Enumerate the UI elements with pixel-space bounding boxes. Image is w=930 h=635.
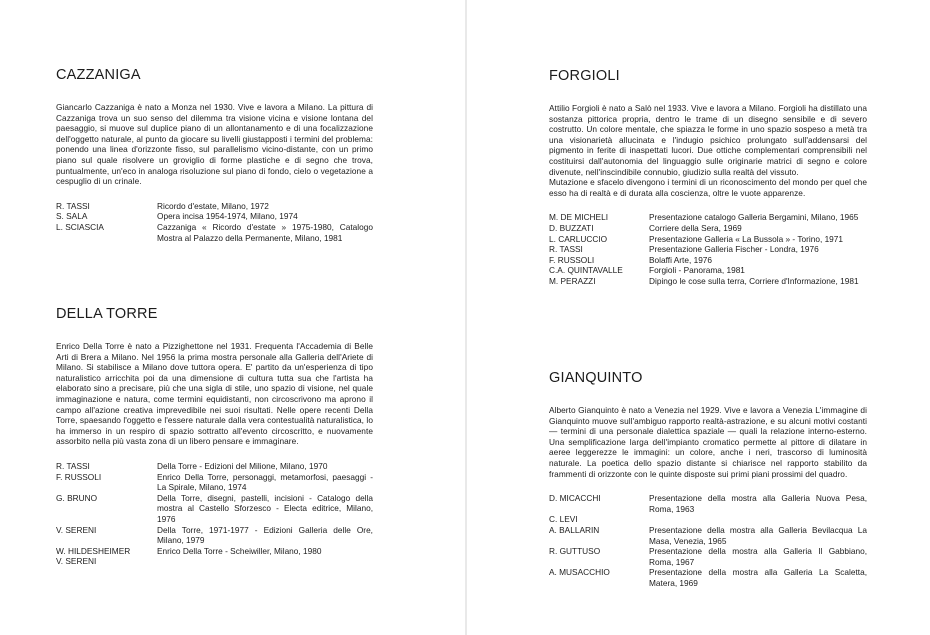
section-heading: CAZZANIGA [56, 67, 141, 83]
bio-paragraph: Mutazione e sfacelo divengono i termini di un riconoscimento del mondo per quel che esso ha di realtà e di durata alla coscienza, oltre le vuote apparenze. [549, 177, 867, 198]
reference-author: R. GUTTUSO [549, 546, 601, 557]
reference-title: Presentazione Galleria Fischer - Londra, 1976 [649, 244, 819, 255]
references-list [56, 201, 373, 243]
reference-author: M. PERAZZI [549, 275, 596, 286]
references-list [549, 212, 867, 286]
reference-title: Presentazione Galleria « La Bussola » - Torino, 1971 [649, 233, 844, 244]
reference-author: R. TASSI [56, 460, 90, 471]
reference-author: C.A. QUINTAVALLE [549, 265, 623, 276]
reference-title: Bolaffi Arte, 1976 [649, 254, 713, 265]
bio-paragraph: Enrico Della Torre è nato a Pizzighettone nel 1931. Frequenta l'Accademia di Belle Arti di Brera a Milano. Nel 1956 la prima mostra personale alla Galleria dell'Ariete di Milano. Si stabilisce a Milano dove tuttora opera. E' partito da un'esperienza di tipo naturalistico arricchita poi da una dimensione di cultura tutta sua che l'artista ha elaborato sino a precisare, più che una sigla di stile, uno spazio di visione, nel quale immaginazione e natura, come termini equidistanti, non circoscrivono ma aprono il campo all'azione creativa imprevedibile nei suoi risultati. Nelle opere recenti Della Torre, spaesando l'oggetto e l'essere naturale dalla vera contestualità naturalistica, lo ha immerso in un respiro di spazio sottratto all'evento circoscritto, e nuovamente assorbito nella più vasta zona di un libero pensare e immaginare. [56, 341, 373, 447]
reference-title [649, 514, 867, 525]
bio-paragraph: Alberto Gianquinto è nato a Venezia nel 1929. Vive e lavora a Venezia L'immagine di Gianquinto muove sull'ambiguo rapporto realtà-astrazione, e su alcuni motivi costanti — termini di una personale dialettica spaziale — quali la relazione interno-esterno. Una semplificazione larga dell'impianto cromatico permette al pittore di dilatare in aeree leggerezze le immagini: un colore, anche i neri, trascorso di luminosità naturale. La poetica dello spazio distante si chiarisce nel rapporto stabilito da frammenti di orizzonte con le quinte disposte sui primi piani prossimi del quadro. [549, 405, 867, 479]
reference-author: D. BUZZATI [549, 222, 594, 233]
reference-author: V. SERENI [56, 556, 97, 567]
reference-title: Presentazione della mostra alla Galleria Il Gabbiano, Roma, 1967 [649, 546, 867, 567]
reference-author: F. RUSSOLI [56, 471, 102, 482]
reference-title: Enrico Della Torre, personaggi, metamorfosi, paesaggi - La Spirale, Milano, 1974 [157, 471, 373, 493]
reference-title: Della Torre, 1971-1977 - Edizioni Galleria delle Ore, Milano, 1979 [157, 524, 373, 546]
reference-title [157, 556, 373, 567]
section-heading: GIANQUINTO [549, 370, 643, 386]
references-list [56, 461, 373, 567]
section-della-torre [56, 306, 373, 567]
bio-paragraph: Giancarlo Cazzaniga è nato a Monza nel 1930. Vive e lavora a Milano. La pittura di Cazzaniga trova un suo senso del dilemma tra visione vicina e visione lontana del paesaggio, si muove sul duplice piano di un allontanamento e di una focalizzazione dell'oggetto naturale, al punto da giocare su livelli giustapposti i termini del problema: ponendo una linea d'orizzonte fisso, sul parallelismo vicino-distante, con un primo piano sul quale risolvere un groviglio di forme plastiche e di segno che trova, puntualmente, un'eco in analoga risoluzione sul piano di fondo, cielo o vegetazione a cespuglio di un crinale. [56, 102, 373, 187]
reference-title: Enrico Della Torre - Scheiwiller, Milano, 1980 [157, 545, 322, 556]
reference-title: Ricordo d'estate, Milano, 1972 [157, 200, 269, 211]
reference-author: L. CARLUCCIO [549, 233, 608, 244]
section-gianquinto [549, 370, 867, 589]
section-forgioli [549, 68, 867, 287]
reference-author: L. SCIASCIA [56, 221, 104, 232]
reference-author: D. MICACCHI [549, 493, 601, 504]
reference-author: C. LEVI [549, 514, 578, 525]
reference-author: A. MUSACCHIO [549, 567, 610, 578]
bio-paragraph: Attilio Forgioli è nato a Salò nel 1933. Vive e lavora a Milano. Forgioli ha distillato una sostanza pittorica propria, dentro le trame di un disegno sensibile e di severo costrutto. Un colore mentale, che spiazza le forme in uno spazio sospeso a metà tra una visionarietà allucinata e l'indugio psichico prolungato sull'addensarsi del pigmento in ferite di inaspettati lucori. Due ottiche complementari comprensibili nel costituirsi dall'autonomia del linguaggio sulle originarie matrici di segno e colore divenute, nell'inscindibile connubio, giudizio sulla realtà del vissuto. [549, 103, 867, 177]
reference-author: R. TASSI [549, 244, 583, 255]
reference-author: A. BALLARIN [549, 524, 600, 535]
artist-bio [56, 341, 373, 447]
artist-bio [549, 405, 867, 479]
reference-title: Della Torre - Edizioni del Milione, Milano, 1970 [157, 460, 328, 471]
artist-bio [549, 103, 867, 198]
reference-title: Presentazione della mostra alla Galleria Nuova Pesa, Roma, 1963 [649, 493, 867, 514]
reference-author: V. SERENI [56, 524, 97, 535]
reference-author: R. TASSI [56, 200, 90, 211]
artist-bio [56, 102, 373, 187]
reference-title: Forgioli - Panorama, 1981 [649, 265, 745, 276]
reference-title: Presentazione catalogo Galleria Bergamini, Milano, 1965 [649, 212, 859, 223]
reference-title: Opera incisa 1954-1974, Milano, 1974 [157, 211, 298, 222]
reference-author: S. SALA [56, 211, 88, 222]
reference-title: Presentazione della mostra alla Galleria Bevilacqua La Masa, Venezia, 1965 [649, 524, 867, 546]
section-heading: DELLA TORRE [56, 306, 158, 322]
reference-title: Corriere della Sera, 1969 [649, 222, 742, 233]
reference-title: Presentazione della mostra alla Galleria La Scaletta, Matera, 1969 [649, 567, 867, 588]
reference-title: Dipingo le cose sulla terra, Corriere d'Informazione, 1981 [649, 275, 859, 286]
reference-author: W. HILDESHEIMER [56, 545, 131, 556]
right-page [467, 0, 930, 635]
references-list [549, 493, 867, 588]
reference-author: M. DE MICHELI [549, 212, 609, 223]
section-heading: FORGIOLI [549, 68, 620, 84]
reference-author: G. BRUNO [56, 492, 98, 503]
section-cazzaniga [56, 67, 373, 243]
reference-title: Cazzaniga « Ricordo d'estate » 1975-1980, Catalogo Mostra al Palazzo della Permanente, Milano, 1981 [157, 221, 373, 243]
reference-title: Della Torre, disegni, pastelli, incisioni - Catalogo della mostra al Castello Sforzesco - Electa editrice, Milano, 1976 [157, 492, 373, 524]
reference-author: F. RUSSOLI [549, 254, 595, 265]
